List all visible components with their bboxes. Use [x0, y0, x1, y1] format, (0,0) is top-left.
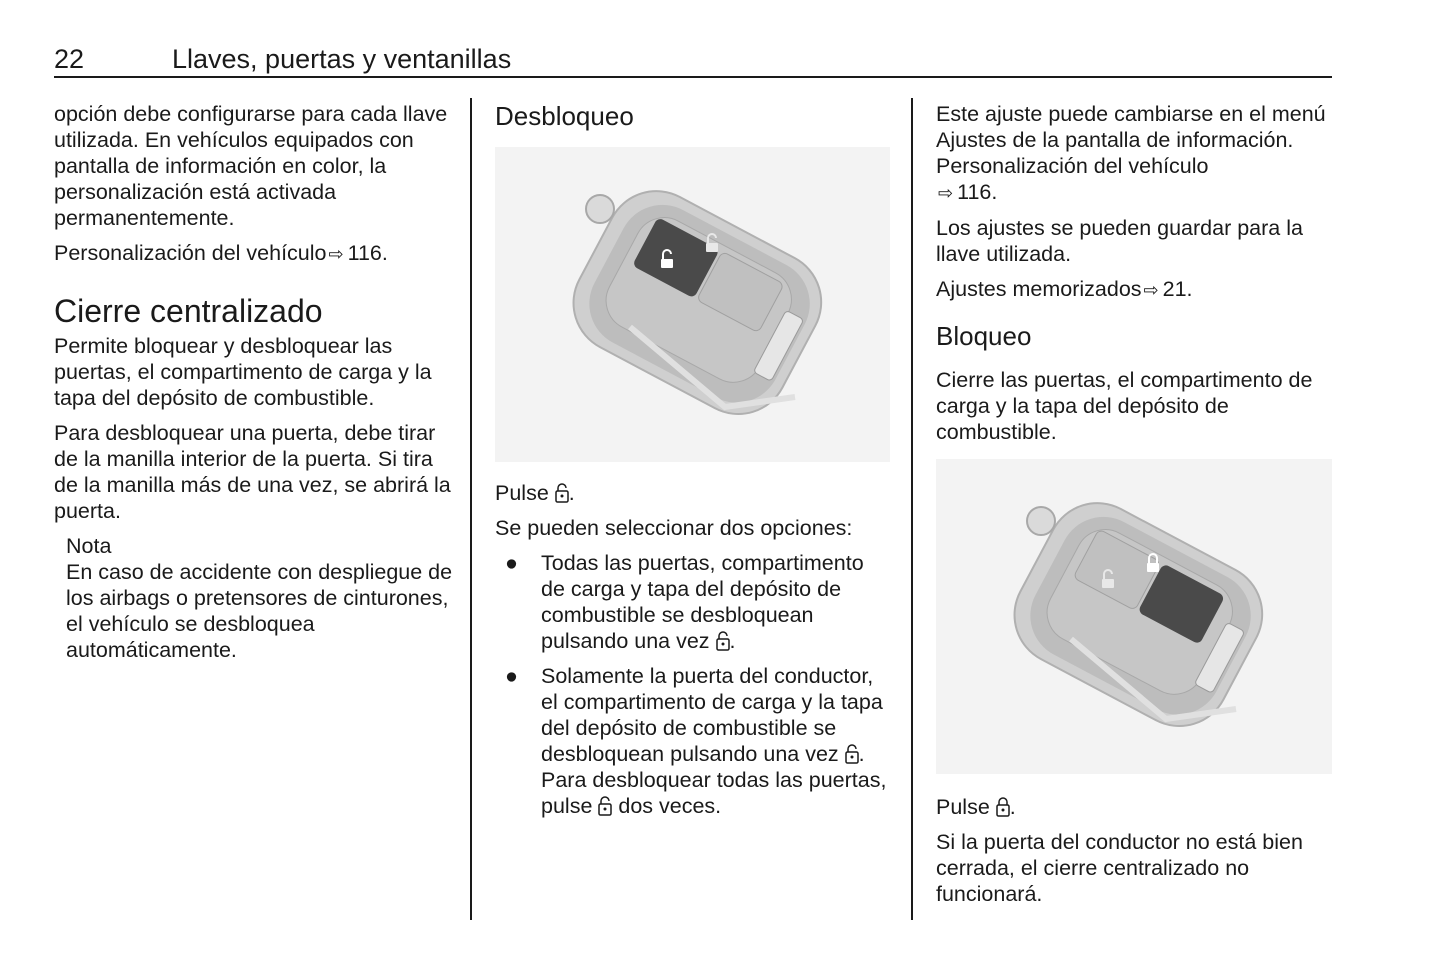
reference-text: Ajustes memorizados: [936, 277, 1142, 301]
column-2: [495, 101, 890, 828]
key-fob-unlock-illustration: [495, 147, 890, 462]
paragraph: Si la puerta del conductor no está bien cerrada, el cierre centralizado no funcionará.: [936, 830, 1303, 906]
column-1: [54, 101, 454, 663]
arrow-right-icon: ⇨: [938, 183, 954, 203]
pulse-text: Pulse: [936, 795, 990, 819]
key-fob-lock-illustration: [936, 459, 1332, 774]
paragraph: Se pueden seleccionar dos opciones:: [495, 516, 853, 540]
key-fob-unlock-figure: [495, 147, 890, 462]
cross-reference[interactable]: [936, 276, 1332, 303]
column-divider-1: [470, 98, 472, 920]
note-title: Nota: [66, 534, 112, 558]
reference-text: Personalización del vehículo: [54, 241, 327, 265]
paragraph: Cierre las puertas, el compartimento de carga y la tapa del depósito de combustible.: [936, 368, 1313, 444]
bullet: ●: [505, 664, 518, 688]
pulse-line: Pulse .: [495, 481, 575, 505]
key-fob-lock-figure: [936, 459, 1332, 774]
menu-name: Ajustes: [936, 128, 1007, 152]
subsection-heading: Desbloqueo: [495, 101, 634, 131]
header-rule: [54, 76, 1332, 78]
column-divider-2: [911, 98, 913, 920]
list-item-text: Solamente la puerta del conductor, el compartimento de carga y la tapa del depósito de combustible se desbloquean pulsando una vez . Para desbloquear todas las puertas, pulse dos veces.: [541, 664, 887, 818]
unlock-icon: [845, 744, 859, 764]
subsection-heading: Bloqueo: [936, 321, 1032, 351]
paragraph: Para desbloquear una puerta, debe tirar de la manilla interior de la puerta. Si tira de la manilla más de una vez, se abrirá la puerta.: [54, 421, 451, 523]
page-number: 22: [54, 44, 85, 74]
arrow-right-icon: ⇨: [328, 244, 344, 264]
reference-page: 116.: [957, 180, 998, 204]
cross-reference[interactable]: [54, 240, 454, 267]
lock-icon: [996, 797, 1010, 817]
list-item-text: Todas las puertas, compartimento de carga y tapa del depósito de combustible se desbloquean pulsando una vez .: [541, 551, 864, 653]
paragraph: Los ajustes se pueden guardar para la llave utilizada.: [936, 216, 1303, 266]
pulse-line: Pulse .: [936, 795, 1016, 819]
paragraph: Este ajuste puede cambiarse en el menú Ajustes de la pantalla de información. Personalización del vehículo ⇨ 116.: [936, 102, 1326, 204]
reference-page: 116.: [347, 241, 388, 265]
page-title: Llaves, puertas y ventanillas: [172, 44, 512, 74]
list-item: [495, 550, 890, 654]
paragraph: opción debe configurarse para cada llave utilizada. En vehículos equipados con pantalla de información en color, la personalización está activada permanentemente.: [54, 102, 448, 230]
list-item: [495, 663, 890, 819]
unlock-icon: [555, 483, 569, 503]
arrow-right-icon: ⇨: [1143, 280, 1159, 300]
note-text: En caso de accidente con despliegue de los airbags o pretensores de cinturones, el vehículo se desbloquea automáticamente.: [66, 560, 453, 662]
pulse-text: Pulse: [495, 481, 549, 505]
unlock-icon: [716, 631, 730, 651]
column-3: [936, 101, 1332, 916]
reference-page: 21.: [1162, 277, 1193, 301]
unlock-icon: [598, 796, 612, 816]
bullet: ●: [505, 551, 518, 575]
section-heading: Cierre centralizado: [54, 293, 323, 329]
paragraph: Permite bloquear y desbloquear las puertas, el compartimento de carga y la tapa del depósito de combustible.: [54, 334, 432, 410]
note-box: [54, 533, 454, 663]
